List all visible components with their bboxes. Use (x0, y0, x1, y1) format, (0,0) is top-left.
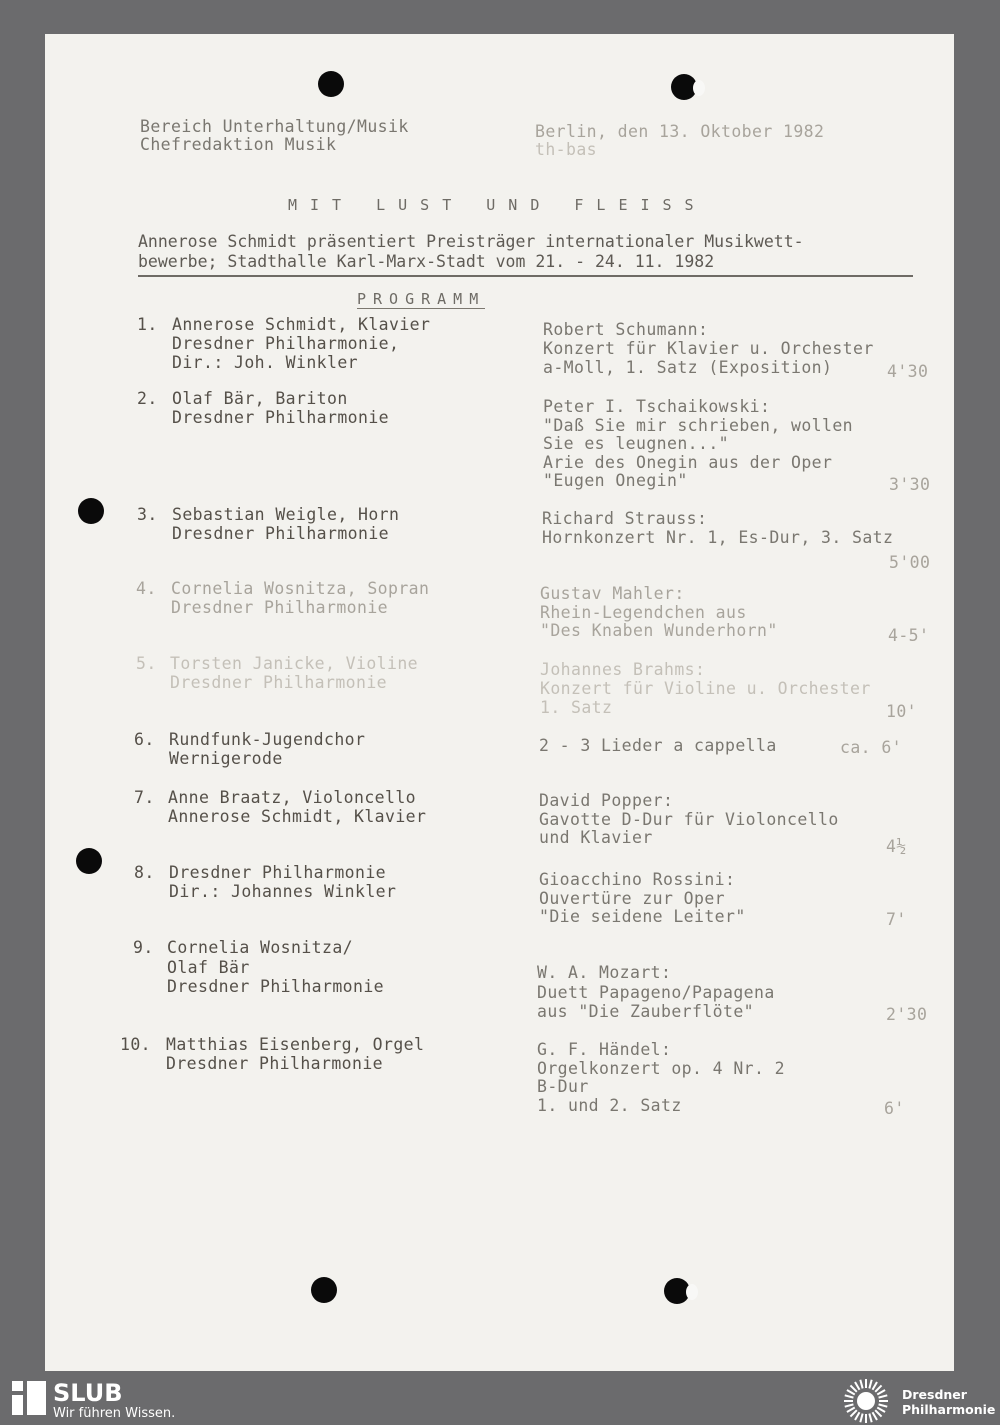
performer-line: Dresdner Philharmonie (166, 1053, 384, 1073)
performer-line: Dresdner Philharmonie (171, 597, 389, 617)
work-line: Ouvertüre zur Oper (539, 888, 726, 908)
duration: 7' (886, 910, 907, 929)
work-line: G. F. Händel: (537, 1040, 672, 1059)
item-number: 7. (134, 788, 155, 807)
performer-line: Rundfunk-Jugendchor (169, 730, 366, 749)
work-line: "Daß Sie mir schrieben, wollen (543, 415, 854, 435)
duration: 4½ (886, 837, 907, 856)
duration: 6' (884, 1099, 905, 1118)
subtitle-line: bewerbe; Stadthalle Karl-Marx-Stadt vom 21. - 24. 11. 1982 (138, 252, 715, 271)
slub-name: SLUB (53, 1379, 123, 1407)
performer-line: Annerose Schmidt, Klavier (168, 806, 427, 826)
duration: ca. 6' (840, 738, 903, 757)
performer-line: Dresdner Philharmonie (170, 673, 388, 692)
item-number: 1. (137, 315, 158, 334)
partner-name-line: Dresdner (902, 1387, 967, 1402)
philharmonie-logo-icon (843, 1378, 889, 1424)
logo-ray (844, 1394, 853, 1398)
work-line: Peter I. Tschaikowski: (543, 397, 771, 416)
performer-line: Dir.: Johannes Winkler (169, 881, 397, 901)
editorial-line: Chefredaktion Musik (140, 135, 337, 154)
slub-tagline: Wir führen Wissen. (53, 1406, 176, 1421)
work-line: Arie des Onegin aus der Oper (543, 452, 833, 472)
work-line: Richard Strauss: (542, 509, 708, 528)
performer-line: Torsten Janicke, Violine (170, 654, 419, 673)
performer-line: Dresdner Philharmonie (167, 977, 385, 996)
work-line: 1. und 2. Satz (537, 1095, 682, 1115)
document-title: MIT LUST UND FLEISS (288, 196, 707, 214)
item-number: 4. (136, 579, 157, 598)
item-number: 10. (120, 1035, 152, 1054)
performer-line: Olaf Bär (167, 957, 250, 977)
work-line: Johannes Brahms: (540, 660, 706, 679)
work-line: Gustav Mahler: (540, 584, 685, 603)
punch-hole (78, 498, 104, 524)
item-number: 8. (134, 863, 155, 882)
duration: 4'30 (887, 362, 929, 381)
work-line: Duett Papageno/Papagena (537, 982, 775, 1002)
item-number: 9. (133, 938, 154, 957)
work-line: Robert Schumann: (543, 320, 709, 339)
duration: 2'30 (886, 1005, 928, 1024)
performer-line: Sebastian Weigle, Horn (172, 505, 400, 524)
logo-ray (844, 1400, 853, 1402)
performer-line: Dresdner Philharmonie (169, 863, 387, 882)
work-line: "Eugen Onegin" (543, 471, 688, 490)
punch-hole (76, 848, 102, 874)
logo-ray (865, 1414, 867, 1423)
work-line: W. A. Mozart: (537, 963, 672, 982)
punch-hole (318, 71, 344, 97)
logo-ray (868, 1379, 872, 1388)
reference-line: th-bas (535, 140, 598, 159)
work-line: Orgelkonzert op. 4 Nr. 2 (537, 1058, 786, 1078)
work-line: Hornkonzert Nr. 1, Es-Dur, 3. Satz (542, 527, 894, 547)
performer-line: Olaf Bär, Bariton (172, 389, 348, 408)
performer-line: Wernigerode (169, 748, 283, 768)
item-number: 6. (134, 730, 155, 749)
work-line: Gavotte D-Dur für Violoncello (539, 809, 839, 829)
subtitle-line: Annerose Schmidt präsentiert Preisträger internationaler Musikwett- (138, 232, 804, 251)
performer-line: Matthias Eisenberg, Orgel (166, 1035, 425, 1054)
performer-line: Anne Braatz, Violoncello (168, 788, 417, 807)
logo-ray (878, 1403, 887, 1407)
punch-hole (671, 74, 697, 100)
logo-ray (844, 1403, 853, 1407)
performer-line: Annerose Schmidt, Klavier (172, 315, 431, 334)
work-line: Konzert für Violine u. Orchester (540, 679, 871, 698)
item-number: 2. (137, 389, 158, 408)
work-line: a-Moll, 1. Satz (Exposition) (543, 358, 833, 377)
performer-line: Dresdner Philharmonie (172, 523, 390, 543)
partner-name-line: Philharmonie (902, 1402, 996, 1417)
duration: 5'00 (889, 553, 931, 572)
work-line: Rhein-Legendchen aus (540, 602, 747, 622)
logo-ray (859, 1413, 863, 1422)
duration: 4-5' (888, 626, 930, 645)
work-line: B-Dur (537, 1077, 589, 1096)
programm-heading: PROGRAMM (357, 290, 486, 308)
work-line: David Popper: (539, 791, 674, 810)
partner-name (902, 1387, 995, 1417)
department-line: Bereich Unterhaltung/Musik (140, 117, 409, 136)
work-line: Gioacchino Rossini: (539, 870, 736, 889)
duration: 3'30 (889, 475, 931, 494)
logo-ray (878, 1394, 887, 1398)
work-line: 2 - 3 Lieder a cappella (539, 736, 777, 755)
logo-ray (859, 1379, 863, 1388)
logo-ray (865, 1379, 867, 1388)
work-line: Konzert für Klavier u. Orchester (543, 339, 874, 358)
punch-hole (311, 1277, 337, 1303)
logo-ray (868, 1413, 872, 1422)
performer-line: Dresdner Philharmonie, (172, 334, 400, 353)
performer-line: Dir.: Joh. Winkler (172, 353, 359, 372)
item-number: 5. (136, 654, 157, 673)
punch-hole (664, 1278, 690, 1304)
work-line: und Klavier (539, 828, 653, 847)
performer-line: Dresdner Philharmonie (172, 407, 390, 427)
slub-logo-icon (12, 1381, 46, 1415)
performer-line: Cornelia Wosnitza/ (167, 938, 354, 957)
date-line: Berlin, den 13. Oktober 1982 (535, 122, 825, 141)
duration: 10' (886, 702, 918, 721)
performer-line: Cornelia Wosnitza, Sopran (171, 579, 430, 598)
divider (138, 275, 913, 277)
work-line: "Die seidene Leiter" (539, 907, 746, 926)
work-line: Sie es leugnen..." (543, 434, 730, 453)
logo-ray (879, 1400, 888, 1402)
work-line: aus "Die Zauberflöte" (537, 1002, 755, 1021)
item-number: 3. (137, 505, 158, 524)
work-line: "Des Knaben Wunderhorn" (540, 621, 778, 640)
work-line: 1. Satz (540, 698, 613, 717)
